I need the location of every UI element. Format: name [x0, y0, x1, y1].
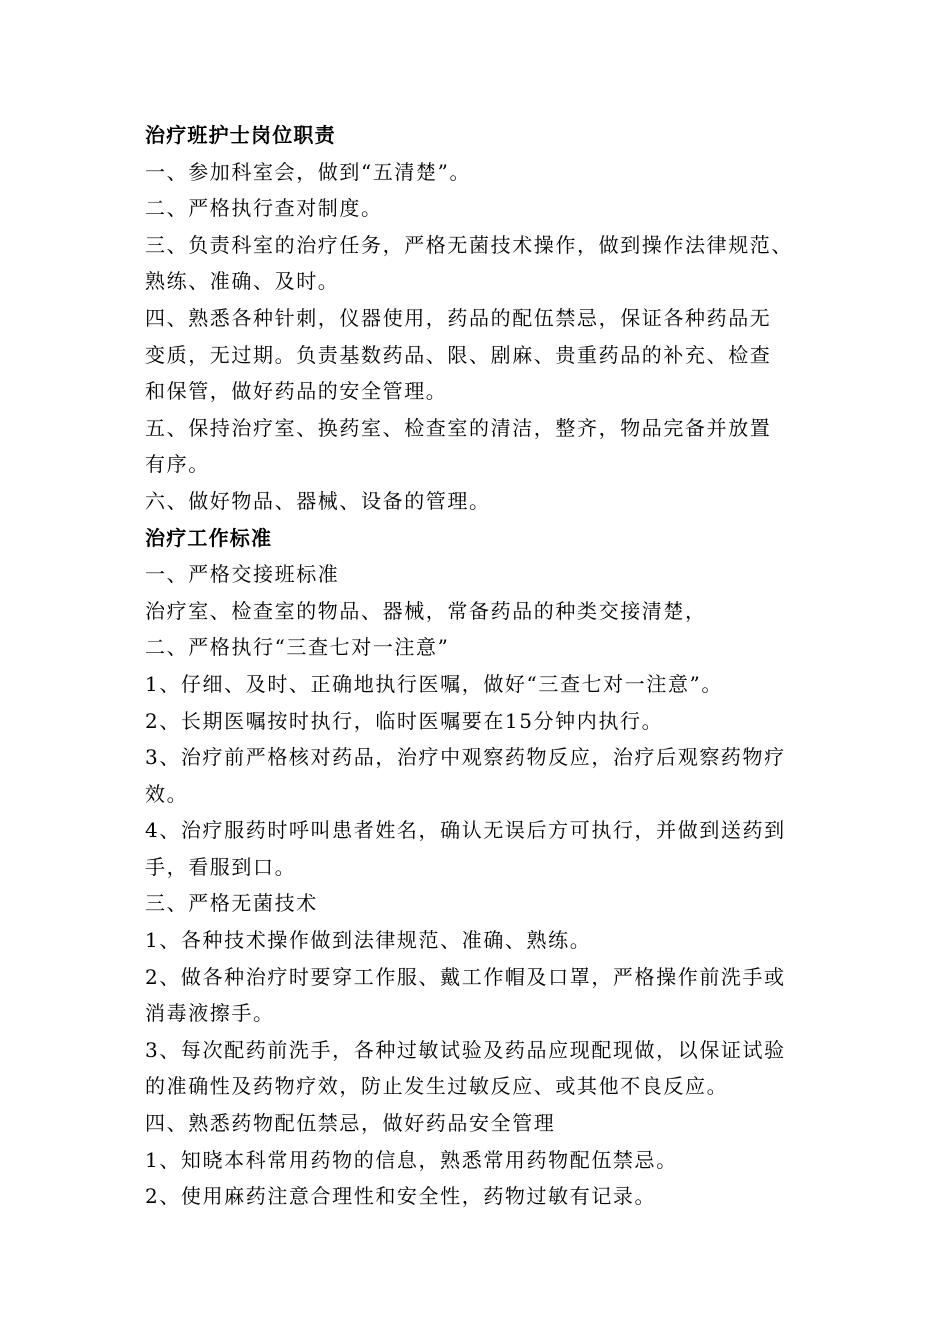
text-line: 二、严格执行查对制度。: [145, 196, 383, 221]
text-line: 和保管，做好药品的安全管理。: [145, 379, 448, 404]
text-line: 二、严格执行“三查七对一注意”: [145, 635, 450, 660]
text-line: 3、治疗前严格核对药品，治疗中观察药物反应，治疗后观察药物疗: [145, 745, 786, 770]
text-line: 3、每次配药前洗手，各种过敏试验及药品应现配现做，以保证试验: [145, 1037, 786, 1062]
text-line: 三、严格无菌技术: [145, 891, 318, 916]
text-line: 五、保持治疗室、换药室、检查室的清洁，整齐，物品完备并放置: [145, 415, 772, 440]
section-heading: 治疗工作标准: [145, 525, 273, 550]
text-line: 2、使用麻药注意合理性和安全性，药物过敏有记录。: [145, 1184, 657, 1209]
text-line: 的准确性及药物疗效，防止发生过敏反应、或其他不良反应。: [145, 1074, 729, 1099]
text-line: 有序。: [145, 452, 210, 477]
document-body: [145, 117, 835, 1215]
text-line: 效。: [145, 781, 189, 806]
text-line: 消毒液擦手。: [145, 1001, 275, 1026]
text-line: 治疗室、检查室的物品、器械，常备药品的种类交接清楚，: [145, 598, 707, 623]
text-line: 熟练、准确、及时。: [145, 269, 340, 294]
text-line: 四、熟悉药物配伍禁忌，做好药品安全管理: [145, 1111, 556, 1136]
text-line: 一、参加科室会，做到“五清楚”。: [145, 159, 472, 184]
text-line: 4、治疗服药时呼叫患者姓名，确认无误后方可执行，并做到送药到: [145, 818, 786, 843]
text-line: 手，看服到口。: [145, 854, 297, 879]
text-line: 2、长期医嘱按时执行，临时医嘱要在15分钟内执行。: [145, 708, 664, 733]
text-line: 六、做好物品、器械、设备的管理。: [145, 488, 491, 513]
text-line: 1、知晓本科常用药物的信息，熟悉常用药物配伍禁忌。: [145, 1147, 678, 1172]
text-line: 四、熟悉各种针刺，仪器使用，药品的配伍禁忌，保证各种药品无: [145, 305, 772, 330]
section-heading: 治疗班护士岗位职责: [145, 123, 336, 147]
text-line: 变质，无过期。负责基数药品、限、剧麻、贵重药品的补充、检查: [145, 342, 772, 367]
text-line: 2、做各种治疗时要穿工作服、戴工作帽及口罩，严格操作前洗手或: [145, 964, 786, 989]
text-line: 1、各种技术操作做到法律规范、准确、熟练。: [145, 928, 592, 953]
text-line: 一、严格交接班标准: [145, 562, 340, 587]
text-line: 三、负责科室的治疗任务，严格无菌技术操作，做到操作法律规范、: [145, 232, 793, 257]
text-line: 1、仔细、及时、正确地执行医嘱，做好“三查七对一注意”。: [145, 671, 723, 696]
